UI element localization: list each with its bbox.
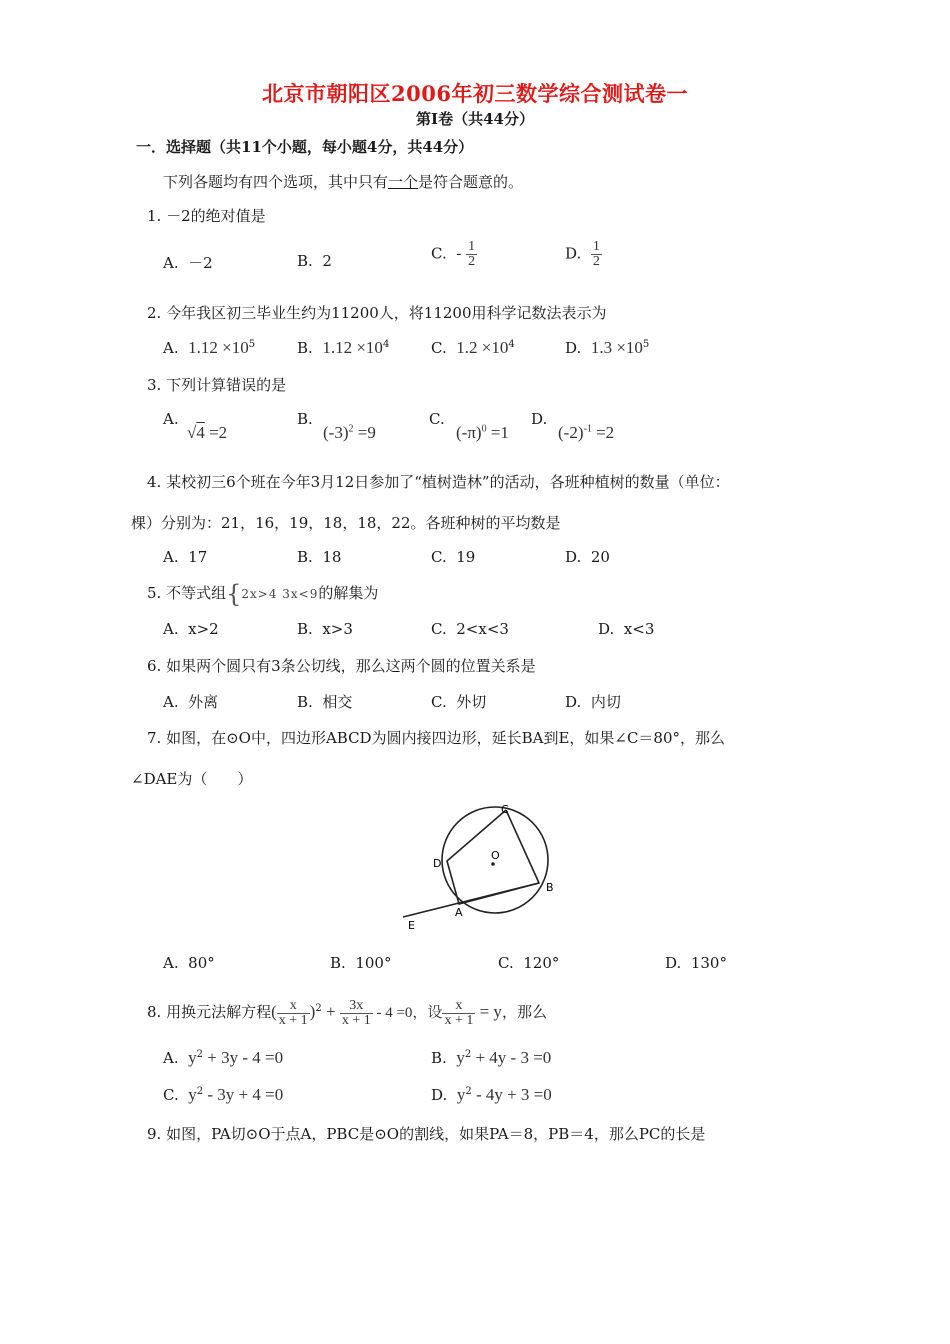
line-be [403, 883, 539, 917]
q7-circle-figure [395, 798, 575, 933]
q8-minus-rest: - 4 =0，设 [372, 1005, 443, 1021]
q5-stem-after: 的解集为 [318, 584, 379, 602]
q4-option-b [297, 548, 341, 566]
q8-c-exp: 2 [196, 1086, 204, 1097]
q6-c-text: 外切 [456, 693, 487, 711]
q2-a-base: 1.12 ×10 [188, 338, 249, 357]
q1-d-fraction [591, 240, 602, 269]
q6-d-text: 内切 [590, 693, 621, 711]
label-e: E [408, 919, 415, 932]
q7-option-c [498, 954, 559, 972]
q6-b-text: 相交 [322, 693, 353, 711]
center-point-o [491, 862, 495, 866]
q8-c-pre: y [188, 1085, 197, 1104]
q4-stem-line1: 4. 某校初三6个班在今年3月12日参加了“植树造林”的活动，各班种植树的数量（单位： [147, 473, 730, 491]
q3-a-rest: =2 [204, 423, 228, 442]
q8-b-pre: y [456, 1048, 465, 1067]
label-b: B [546, 881, 554, 894]
q8-d-pre: y [456, 1085, 466, 1104]
q7-a-label: A. [163, 954, 179, 972]
q8-plus: + [321, 1002, 340, 1021]
q3-c-base: (-π) [456, 423, 482, 442]
q3-option-c [456, 423, 509, 443]
q4-a-label: A. [163, 548, 179, 566]
q6-stem: 6. 如果两个圆只有3条公切线，那么这两个圆的位置关系是 [147, 657, 536, 675]
q2-option-d [565, 338, 649, 358]
q3-a-label: A. [163, 410, 179, 428]
q3-a-root: √ [187, 423, 197, 442]
q5-a-text: x>2 [188, 620, 219, 638]
q3-option-d [558, 423, 614, 443]
q3-d-base: (-2) [558, 423, 584, 442]
q1-c-fraction [466, 240, 477, 269]
q4-option-a [163, 548, 207, 566]
q2-stem: 2. 今年我区初三毕业生约为11200人，将11200用科学记数法表示为 [147, 304, 607, 322]
q4-c-label: C. [431, 548, 447, 566]
q8-fraction-3 [442, 999, 475, 1028]
q8-option-a [163, 1048, 283, 1068]
q2-c-base: 1.2 ×10 [456, 338, 509, 357]
q5-option-a [163, 620, 219, 638]
q8-f3-num: x [442, 999, 475, 1014]
q7-c-text: 120° [523, 954, 560, 972]
q9-stem: 9. 如图，PA切⊙O于点A，PBC是⊙O的割线，如果PA＝8，PB＝4，那么PC的长是 [147, 1125, 706, 1143]
q3-a-radicand: 4 [196, 423, 205, 442]
q5-a-label: A. [163, 620, 179, 638]
q8-a-exp: 2 [196, 1049, 204, 1060]
q8-f1-num: x [277, 999, 310, 1014]
instructions-after: 是符合题意的。 [418, 173, 524, 191]
q4-stem-line2: 棵）分别为：21，16，19，18，18，22。各班种树的平均数是 [131, 514, 561, 532]
q5-c-label: C. [431, 620, 447, 638]
q6-option-d [565, 691, 621, 712]
q7-option-a [163, 954, 215, 972]
q8-option-b [431, 1048, 551, 1068]
q2-b-exp: 4 [382, 339, 390, 350]
q8-b-rest: + 4y - 3 =0 [471, 1048, 552, 1067]
label-c: C [501, 803, 509, 816]
q7-option-b [330, 954, 391, 972]
q4-option-c [431, 548, 475, 566]
q8-d-label: D. [431, 1086, 448, 1104]
q8-c-rest: - 3y + 4 =0 [203, 1085, 284, 1104]
q3-c-exp: 0 [481, 423, 487, 435]
q1-b-text: 2 [322, 252, 332, 270]
q3-b-rest: =9 [353, 423, 376, 442]
q7-c-label: C. [498, 954, 514, 972]
instructions-underlined: 一个 [388, 173, 419, 191]
q5-system: 2x>4 3x<9 [241, 587, 319, 601]
q4-option-d [565, 548, 610, 566]
q3-option-b [323, 423, 376, 443]
q5-b-text: x>3 [322, 620, 353, 638]
q8-f2-den: x + 1 [341, 1012, 371, 1028]
q4-b-text: 18 [322, 548, 342, 566]
q6-option-c [431, 691, 486, 712]
q4-a-text: 17 [188, 548, 208, 566]
q3-stem: 3. 下列计算错误的是 [147, 376, 287, 394]
q3-d-label: D. [531, 410, 548, 428]
q8-a-label: A. [163, 1049, 179, 1067]
q1-c-den: 2 [468, 254, 476, 269]
q1-b-label: B. [297, 252, 313, 270]
q1-c-sign: - [456, 244, 462, 263]
q8-f1-den: x + 1 [278, 1012, 308, 1028]
q2-a-label: A. [163, 339, 179, 357]
q3-c-label: C. [429, 410, 445, 428]
q3-c-rest: =1 [486, 423, 509, 442]
q8-f2-num: 3x [340, 999, 373, 1014]
q1-a-text: －2 [188, 254, 213, 272]
q2-c-exp: 4 [508, 339, 515, 350]
q8-b-label: B. [431, 1049, 447, 1067]
q2-b-base: 1.12 ×10 [322, 338, 383, 357]
q8-d-exp: 2 [465, 1086, 472, 1097]
q5-option-b [297, 620, 353, 638]
page-title: 北京市朝阳区2006年初三数学综合测试卷一 [262, 81, 688, 106]
label-a: A [455, 906, 463, 919]
q3-d-exp: -1 [583, 423, 592, 435]
q2-option-c [431, 338, 515, 358]
q4-d-text: 20 [590, 548, 610, 566]
q1-option-a [163, 252, 213, 273]
label-o: O [491, 849, 500, 862]
q3-b-label: B. [297, 410, 313, 428]
q4-b-label: B. [297, 548, 313, 566]
q1-c-label: C. [431, 244, 447, 263]
q5-option-c [431, 620, 509, 638]
q8-stem-before: 8. 用换元法解方程 [147, 1003, 272, 1021]
q2-d-exp: 5 [642, 339, 650, 350]
q7-d-text: 130° [690, 954, 727, 972]
q8-lparen: ( [271, 1002, 277, 1021]
q1-d-label: D. [565, 244, 582, 263]
q7-stem-line1: 7. 如图，在⊙O中，四边形ABCD为圆内接四边形，延长BA到E，如果∠C＝80°，那么 [147, 729, 726, 747]
q2-option-a [163, 338, 255, 358]
q5-option-d [598, 620, 654, 638]
q6-c-label: C. [431, 693, 447, 711]
q8-option-d [431, 1085, 552, 1105]
q5-stem [147, 580, 378, 608]
q7-option-d [665, 954, 727, 972]
q6-d-label: D. [565, 693, 582, 711]
q3-b-base: (-3) [323, 423, 349, 442]
instructions-before: 下列各题均有四个选项，其中只有 [163, 173, 389, 191]
section-heading: 一．选择题（共11个小题，每小题4分，共44分） [136, 138, 474, 156]
paper-subtitle: 第Ⅰ卷（共44分） [416, 110, 534, 128]
q8-f3-den: x + 1 [444, 1012, 474, 1028]
q5-d-text: x<3 [623, 620, 655, 638]
q8-d-rest: - 4y + 3 =0 [471, 1085, 552, 1104]
q6-option-b [297, 691, 352, 712]
q6-b-label: B. [297, 693, 313, 711]
q3-d-rest: =2 [591, 423, 615, 442]
q7-stem-line2: ∠DAE为（ ） [131, 770, 253, 788]
q4-d-label: D. [565, 548, 582, 566]
q2-option-b [297, 338, 389, 358]
q3-b-exp: 2 [348, 423, 354, 435]
q1-stem: 1. －2的绝对值是 [147, 207, 266, 225]
instructions [163, 171, 523, 192]
q8-a-rest: + 3y - 4 =0 [203, 1048, 284, 1067]
q8-square: 2 [315, 1003, 322, 1014]
q8-c-label: C. [163, 1086, 179, 1104]
q2-d-base: 1.3 ×10 [590, 338, 643, 357]
q5-c-text: 2<x<3 [456, 620, 509, 638]
q8-eq-y: = y [475, 1002, 502, 1021]
q8-stem-after: ，那么 [501, 1003, 547, 1021]
q8-b-exp: 2 [464, 1049, 472, 1060]
q8-option-c [163, 1085, 283, 1105]
q1-a-label: A. [163, 254, 179, 272]
q2-d-label: D. [565, 339, 582, 357]
q8-a-pre: y [188, 1048, 197, 1067]
q6-option-a [163, 691, 218, 712]
q1-d-num: 1 [592, 239, 600, 254]
q2-b-label: B. [297, 339, 313, 357]
q6-a-text: 外离 [188, 693, 219, 711]
q7-b-text: 100° [355, 954, 392, 972]
q8-rparen: ) [309, 1002, 316, 1021]
q4-c-text: 19 [456, 548, 476, 566]
q1-option-d [565, 240, 602, 269]
label-d: D [433, 857, 442, 870]
q7-d-label: D. [665, 954, 682, 972]
q6-a-label: A. [163, 693, 179, 711]
q1-option-b [297, 252, 332, 270]
q7-a-text: 80° [188, 954, 215, 972]
q2-a-exp: 5 [248, 339, 256, 350]
q2-c-label: C. [431, 339, 447, 357]
q5-brace: { [226, 580, 242, 608]
q8-fraction-2 [340, 999, 373, 1028]
q3-option-a [187, 423, 227, 443]
q8-stem [147, 990, 547, 1032]
q1-option-c [431, 240, 477, 269]
q8-fraction-1 [277, 999, 310, 1028]
q7-b-label: B. [330, 954, 346, 972]
q1-c-num: 1 [468, 239, 476, 254]
q5-b-label: B. [297, 620, 313, 638]
q1-d-den: 2 [592, 254, 600, 269]
q5-stem-before: 5. 不等式组 [147, 584, 227, 602]
q5-d-label: D. [598, 620, 615, 638]
